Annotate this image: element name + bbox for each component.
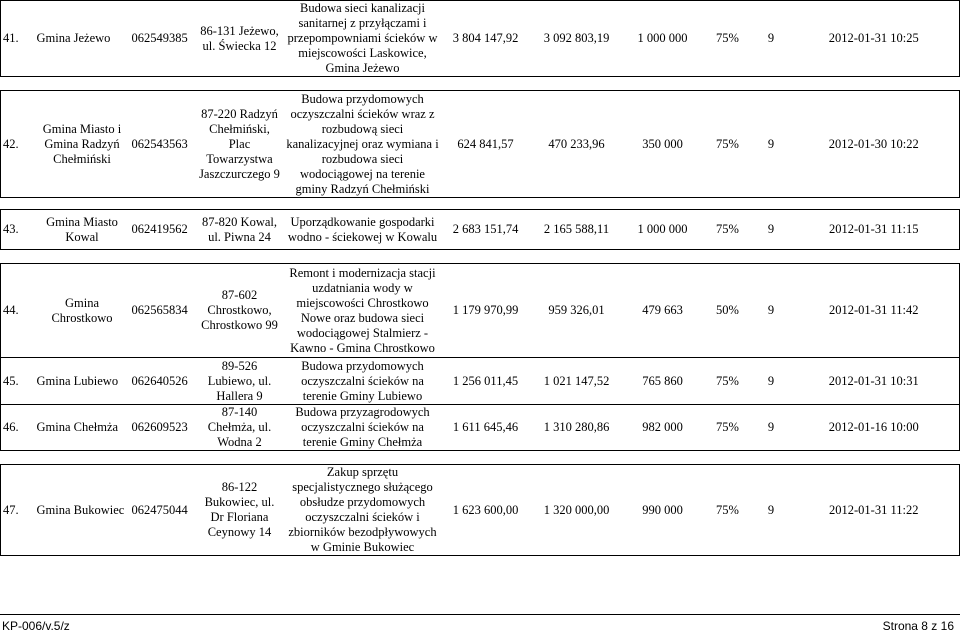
cell-eligible-cost: 3 092 803,19 (530, 1, 624, 77)
cell-loan-amount: 982 000 (624, 405, 702, 451)
cell-regon-number: 062609523 (130, 405, 196, 451)
cell-municipality: Gmina Bukowiec (35, 465, 130, 556)
cell-percent: 75% (702, 465, 754, 556)
cell-address: 87-220 Radzyń Chełmiński, Plac Towarzystwa Jaszczurczego 9 (196, 91, 284, 198)
cell-municipality: Gmina Chełmża (35, 405, 130, 451)
cell-percent: 75% (702, 91, 754, 198)
cell-total-cost: 2 683 151,74 (442, 210, 530, 250)
cell-total-cost: 1 611 645,46 (442, 405, 530, 451)
cell-regon-number: 062549385 (130, 1, 196, 77)
cell-task-description: Budowa sieci kanalizacji sanitarnej z przyłączami i przepompowniami ścieków w miejscowości Laskowice, Gmina Jeżewo (284, 1, 442, 77)
cell-regon-number: 062640526 (130, 358, 196, 405)
cell-eligible-cost: 1 021 147,52 (530, 358, 624, 405)
cell-loan-amount: 1 000 000 (624, 1, 702, 77)
cell-municipality: Gmina Miasto Kowal (35, 210, 130, 250)
cell-municipality: Gmina Miasto i Gmina Radzyń Chełmiński (35, 91, 130, 198)
cell-task-description: Budowa przyzagrodowych oczyszczalni ścieków na terenie Gminy Chełmża (284, 405, 442, 451)
cell-loan-amount: 990 000 (624, 465, 702, 556)
row-spacer (1, 198, 960, 210)
cell-row-number: 43. (1, 210, 35, 250)
cell-submission-date: 2012-01-31 11:15 (789, 210, 960, 250)
cell-address: 86-131 Jeżewo, ul. Świecka 12 (196, 1, 284, 77)
cell-address: 87-820 Kowal, ul. Piwna 24 (196, 210, 284, 250)
cell-percent: 50% (702, 264, 754, 358)
footer-divider (0, 614, 960, 615)
cell-row-number: 47. (1, 465, 35, 556)
cell-task-description: Budowa przydomowych oczyszczalni ścieków wraz z rozbudową sieci kanalizacyjnej oraz wymiana i rozbudowa sieci wodociągowej na terenie gminy Radzyń Chełmiński (284, 91, 442, 198)
cell-score: 9 (754, 405, 789, 451)
cell-regon-number: 062565834 (130, 264, 196, 358)
cell-regon-number: 062419562 (130, 210, 196, 250)
cell-row-number: 44. (1, 264, 35, 358)
cell-percent: 75% (702, 1, 754, 77)
cell-total-cost: 624 841,57 (442, 91, 530, 198)
cell-total-cost: 1 623 600,00 (442, 465, 530, 556)
document-code: KP-006/v.5/z (2, 619, 70, 633)
table-row (1, 405, 960, 451)
cell-submission-date: 2012-01-31 10:25 (789, 1, 960, 77)
cell-percent: 75% (702, 210, 754, 250)
cell-address: 87-140 Chełmża, ul. Wodna 2 (196, 405, 284, 451)
cell-submission-date: 2012-01-31 11:42 (789, 264, 960, 358)
table-row (1, 210, 960, 250)
table-row (1, 91, 960, 198)
cell-eligible-cost: 2 165 588,11 (530, 210, 624, 250)
cell-submission-date: 2012-01-16 10:00 (789, 405, 960, 451)
cell-eligible-cost: 1 310 280,86 (530, 405, 624, 451)
page-number: Strona 8 z 16 (882, 619, 954, 633)
table-body (1, 1, 960, 556)
row-spacer (1, 77, 960, 91)
cell-loan-amount: 1 000 000 (624, 210, 702, 250)
cell-submission-date: 2012-01-30 10:22 (789, 91, 960, 198)
cell-score: 9 (754, 358, 789, 405)
cell-municipality: Gmina Lubiewo (35, 358, 130, 405)
row-spacer (1, 451, 960, 465)
cell-task-description: Uporządkowanie gospodarki wodno - ściekowej w Kowalu (284, 210, 442, 250)
cell-total-cost: 1 256 011,45 (442, 358, 530, 405)
cell-row-number: 46. (1, 405, 35, 451)
table-row (1, 358, 960, 405)
cell-total-cost: 3 804 147,92 (442, 1, 530, 77)
cell-total-cost: 1 179 970,99 (442, 264, 530, 358)
cell-address: 87-602 Chrostkowo, Chrostkowo 99 (196, 264, 284, 358)
cell-task-description: Budowa przydomowych oczyszczalni ścieków na terenie Gminy Lubiewo (284, 358, 442, 405)
cell-task-description: Remont i modernizacja stacji uzdatniania wody w miejscowości Chrostkowo Nowe oraz budowa sieci wodociągowej Stalmierz - Kawno - Gmina Chrostkowo (284, 264, 442, 358)
cell-municipality: Gmina Jeżewo (35, 1, 130, 77)
cell-loan-amount: 479 663 (624, 264, 702, 358)
cell-score: 9 (754, 210, 789, 250)
cell-submission-date: 2012-01-31 11:22 (789, 465, 960, 556)
table-row (1, 465, 960, 556)
table-row (1, 1, 960, 77)
cell-row-number: 42. (1, 91, 35, 198)
cell-regon-number: 062475044 (130, 465, 196, 556)
row-spacer (1, 250, 960, 264)
cell-task-description: Zakup sprzętu specjalistycznego służącego obsłudze przydomowych oczyszczalni ścieków i zbiorników bezodpływowych w Gminie Bukowiec (284, 465, 442, 556)
cell-score: 9 (754, 264, 789, 358)
table-row (1, 264, 960, 358)
cell-address: 86-122 Bukowiec, ul. Dr Floriana Ceynowy 14 (196, 465, 284, 556)
cell-eligible-cost: 1 320 000,00 (530, 465, 624, 556)
cell-eligible-cost: 470 233,96 (530, 91, 624, 198)
cell-row-number: 45. (1, 358, 35, 405)
cell-loan-amount: 765 860 (624, 358, 702, 405)
cell-percent: 75% (702, 405, 754, 451)
cell-score: 9 (754, 91, 789, 198)
cell-submission-date: 2012-01-31 10:31 (789, 358, 960, 405)
cell-loan-amount: 350 000 (624, 91, 702, 198)
cell-score: 9 (754, 1, 789, 77)
cell-eligible-cost: 959 326,01 (530, 264, 624, 358)
cell-percent: 75% (702, 358, 754, 405)
cell-municipality: Gmina Chrostkowo (35, 264, 130, 358)
cell-score: 9 (754, 465, 789, 556)
cell-regon-number: 062543563 (130, 91, 196, 198)
cell-row-number: 41. (1, 1, 35, 77)
cell-address: 89-526 Lubiewo, ul. Hallera 9 (196, 358, 284, 405)
